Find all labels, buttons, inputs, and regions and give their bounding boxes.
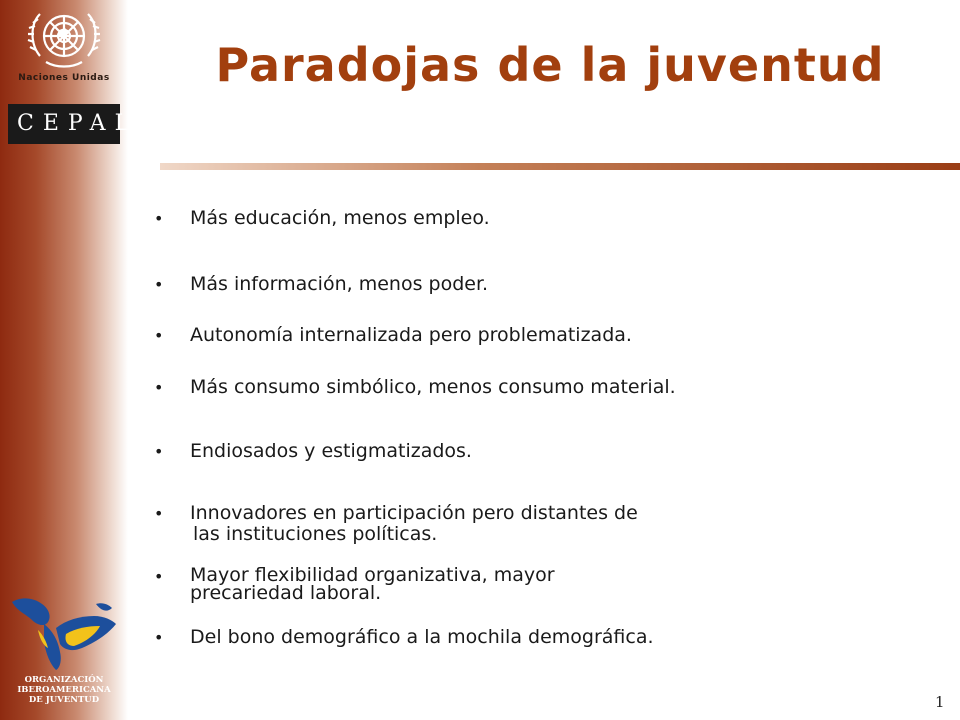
bullet-text: Más información, menos poder.	[190, 273, 489, 295]
bullet-dot: •	[154, 209, 164, 228]
bullet-dot: •	[154, 567, 164, 586]
oij-label-line: IBEROAMERICANA	[17, 685, 111, 695]
bullet-dot: •	[154, 326, 164, 345]
un-label: Naciones Unidas	[18, 73, 110, 83]
bullet-dot: •	[154, 628, 164, 647]
cepal-logo: CEPAL	[8, 104, 120, 144]
bullet-text: Más consumo simbólico, menos consumo material.	[190, 376, 676, 398]
bullet-text: Autonomía internalizada pero problematizada.	[190, 324, 632, 346]
bullet-dot: •	[154, 442, 164, 461]
bullet-text: Endiosados y estigmatizados.	[190, 440, 472, 462]
bullet-line: Innovadores en participación pero distantes de	[190, 502, 638, 524]
bullet-dot: •	[154, 504, 164, 523]
oij-label-line: ORGANIZACIÓN	[24, 675, 104, 685]
bullet-text	[190, 566, 930, 602]
bullet-text	[190, 503, 930, 545]
bullet-dot: •	[154, 378, 164, 397]
bullet-dot: •	[154, 275, 164, 294]
oij-label-line: DE JUVENTUD	[28, 695, 100, 705]
slide-title: Paradojas de la juventud	[215, 38, 885, 92]
bullet-line: las instituciones políticas.	[193, 523, 438, 545]
bullet-text: Del bono demográfico a la mochila demográfica.	[190, 626, 654, 648]
bullet-line: Mayor flexibilidad organizativa, mayor	[190, 564, 555, 586]
page-number: 1	[935, 693, 945, 711]
bullet-line: precariedad laboral.	[190, 582, 382, 604]
bullet-text: Más educación, menos empleo.	[190, 207, 490, 229]
